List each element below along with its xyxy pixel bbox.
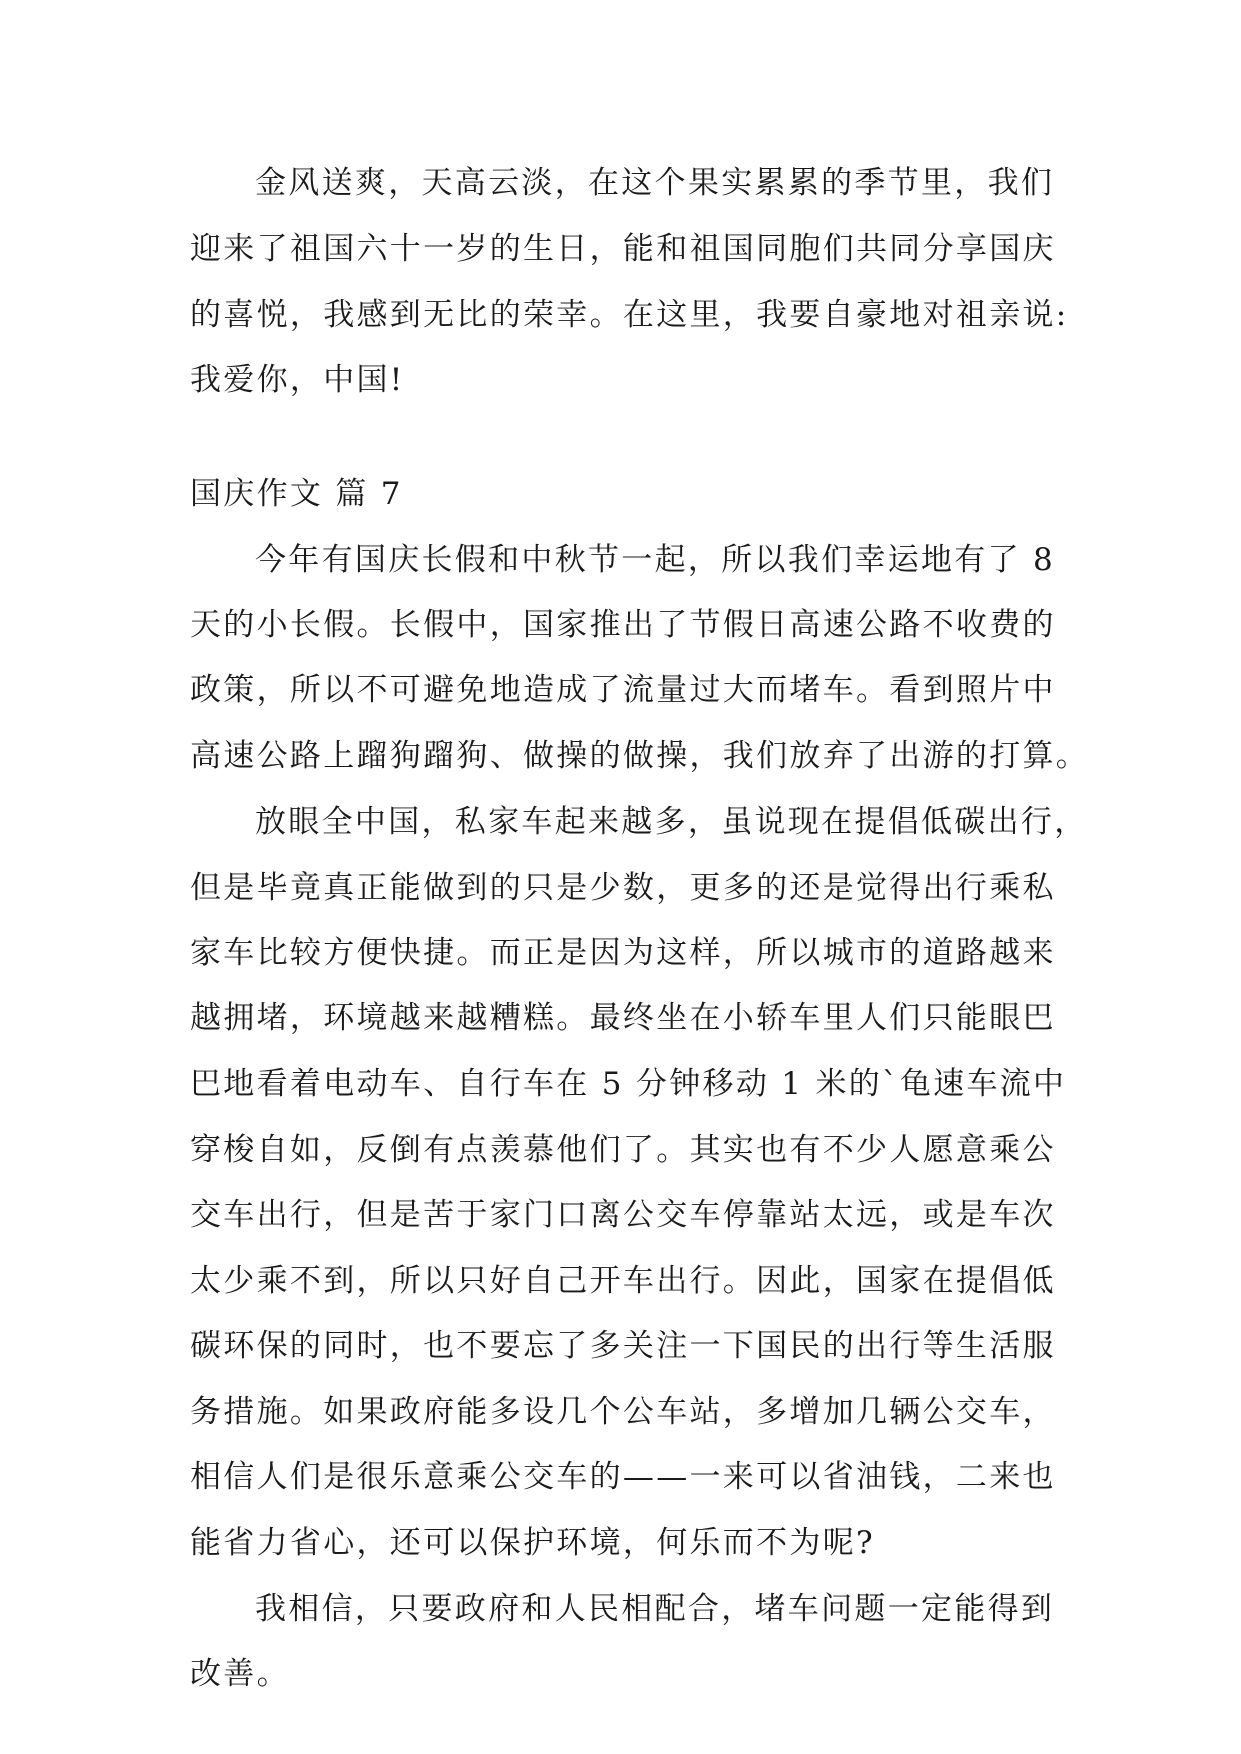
text-line: 穿梭自如，反倒有点羡慕他们了。其实也有不少人愿意乘公 xyxy=(190,1132,1056,1168)
text-line: 但是毕竟真正能做到的只是少数，更多的还是觉得出行乘私 xyxy=(190,870,1056,906)
text-line: 改善。 xyxy=(190,1656,290,1692)
text-line: 务措施。如果政府能多设几个公车站，多增加几辆公交车， xyxy=(190,1394,1056,1430)
text-line: 的喜悦，我感到无比的荣幸。在这里，我要自豪地对祖亲说: xyxy=(190,297,1069,333)
text-line: 天的小长假。长假中，国家推出了节假日高速公路不收费的 xyxy=(190,607,1056,643)
text-line: 太少乘不到，所以只好自己开车出行。因此，国家在提倡低 xyxy=(190,1263,1056,1299)
text-line: 相信人们是很乐意乘公交车的——一来可以省油钱，二来也 xyxy=(190,1459,1056,1495)
text-line: 放眼全中国，私家车起来越多，虽说现在提倡低碳出行， xyxy=(255,804,1088,840)
text-line: 越拥堵，环境越来越糟糕。最终坐在小轿车里人们只能眼巴 xyxy=(190,1000,1056,1036)
text-line: 交车出行，但是苦于家门口离公交车停靠站太远，或是车次 xyxy=(190,1197,1056,1233)
text-line: 政策，所以不可避免地造成了流量过大而堵车。看到照片中 xyxy=(190,672,1056,708)
text-line: 家车比较方便快捷。而正是因为这样，所以城市的道路越来 xyxy=(190,935,1056,971)
text-line: 高速公路上蹓狗蹓狗、做操的做操，我们放弃了出游的打算。 xyxy=(190,738,1090,774)
text-line: 碳环保的同时，也不要忘了多关注一下国民的出行等生活服 xyxy=(190,1328,1056,1364)
text-line: 金风送爽，天高云淡，在这个果实累累的季节里，我们 xyxy=(255,165,1055,201)
text-line: 今年有国庆长假和中秋节一起，所以我们幸运地有了 8 xyxy=(255,542,1056,578)
text-line: 能省力省心，还可以保护环境，何乐而不为呢? xyxy=(190,1525,875,1561)
text-line: 我相信，只要政府和人民相配合，堵车问题一定能得到 xyxy=(255,1591,1055,1627)
section-heading: 国庆作文 篇 7 xyxy=(190,476,403,512)
text-line: 巴地看着电动车、自行车在 5 分钟移动 1 米的`龟速车流中 xyxy=(190,1066,1067,1102)
text-line: 我爱你，中国! xyxy=(190,362,405,398)
text-line: 迎来了祖国六十一岁的生日，能和祖国同胞们共同分享国庆 xyxy=(190,231,1056,267)
